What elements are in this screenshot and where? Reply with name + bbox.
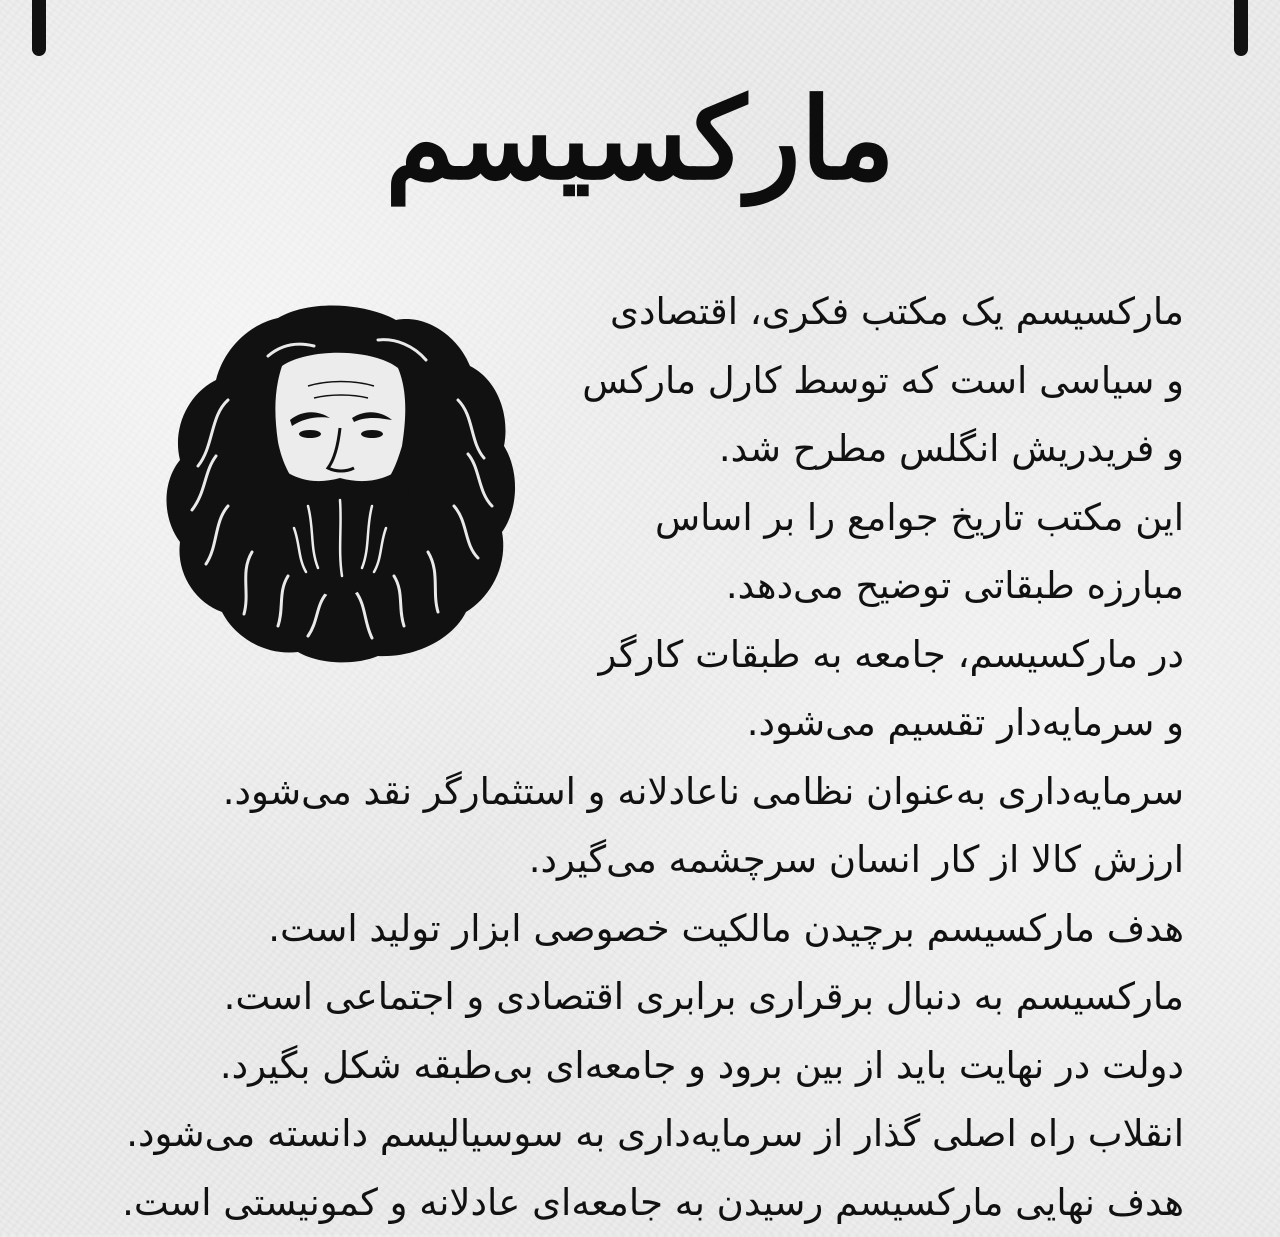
corner-mark-right <box>1234 0 1248 56</box>
body-line: و سرمایه‌دار تقسیم می‌شود. <box>74 689 1184 758</box>
body-line: و سیاسی است که توسط کارل مارکس <box>74 347 1184 416</box>
body-line: دولت در نهایت باید از بین برود و جامعه‌ای بی‌طبقه شکل بگیرد. <box>74 1032 1184 1101</box>
body-line: این مکتب تاریخ جوامع را بر اساس <box>74 484 1184 553</box>
body-line: هدف مارکسیسم برچیدن مالکیت خصوصی ابزار تولید است. <box>74 895 1184 964</box>
body-line: و فریدریش انگلس مطرح شد. <box>74 415 1184 484</box>
body-line: مبارزه طبقاتی توضیح می‌دهد. <box>74 552 1184 621</box>
body-line: انقلاب راه اصلی گذار از سرمایه‌داری به سوسیالیسم دانسته می‌شود. <box>74 1100 1184 1169</box>
body-line: در مارکسیسم، جامعه به طبقات کارگر <box>74 621 1184 690</box>
body-text <box>74 278 1184 1237</box>
body-line: هدف نهایی مارکسیسم رسیدن به جامعه‌ای عادلانه و کمونیستی است. <box>74 1169 1184 1237</box>
body-line: مارکسیسم یک مکتب فکری، اقتصادی <box>74 278 1184 347</box>
body-line: مارکسیسم به دنبال برقراری برابری اقتصادی و اجتماعی است. <box>74 963 1184 1032</box>
corner-mark-left <box>32 0 46 56</box>
body-line: سرمایه‌داری به‌عنوان نظامی ناعادلانه و استثمارگر نقد می‌شود. <box>74 758 1184 827</box>
body-line: ارزش کالا از کار انسان سرچشمه می‌گیرد. <box>74 826 1184 895</box>
page-title: مارکسیسم <box>0 70 1280 210</box>
